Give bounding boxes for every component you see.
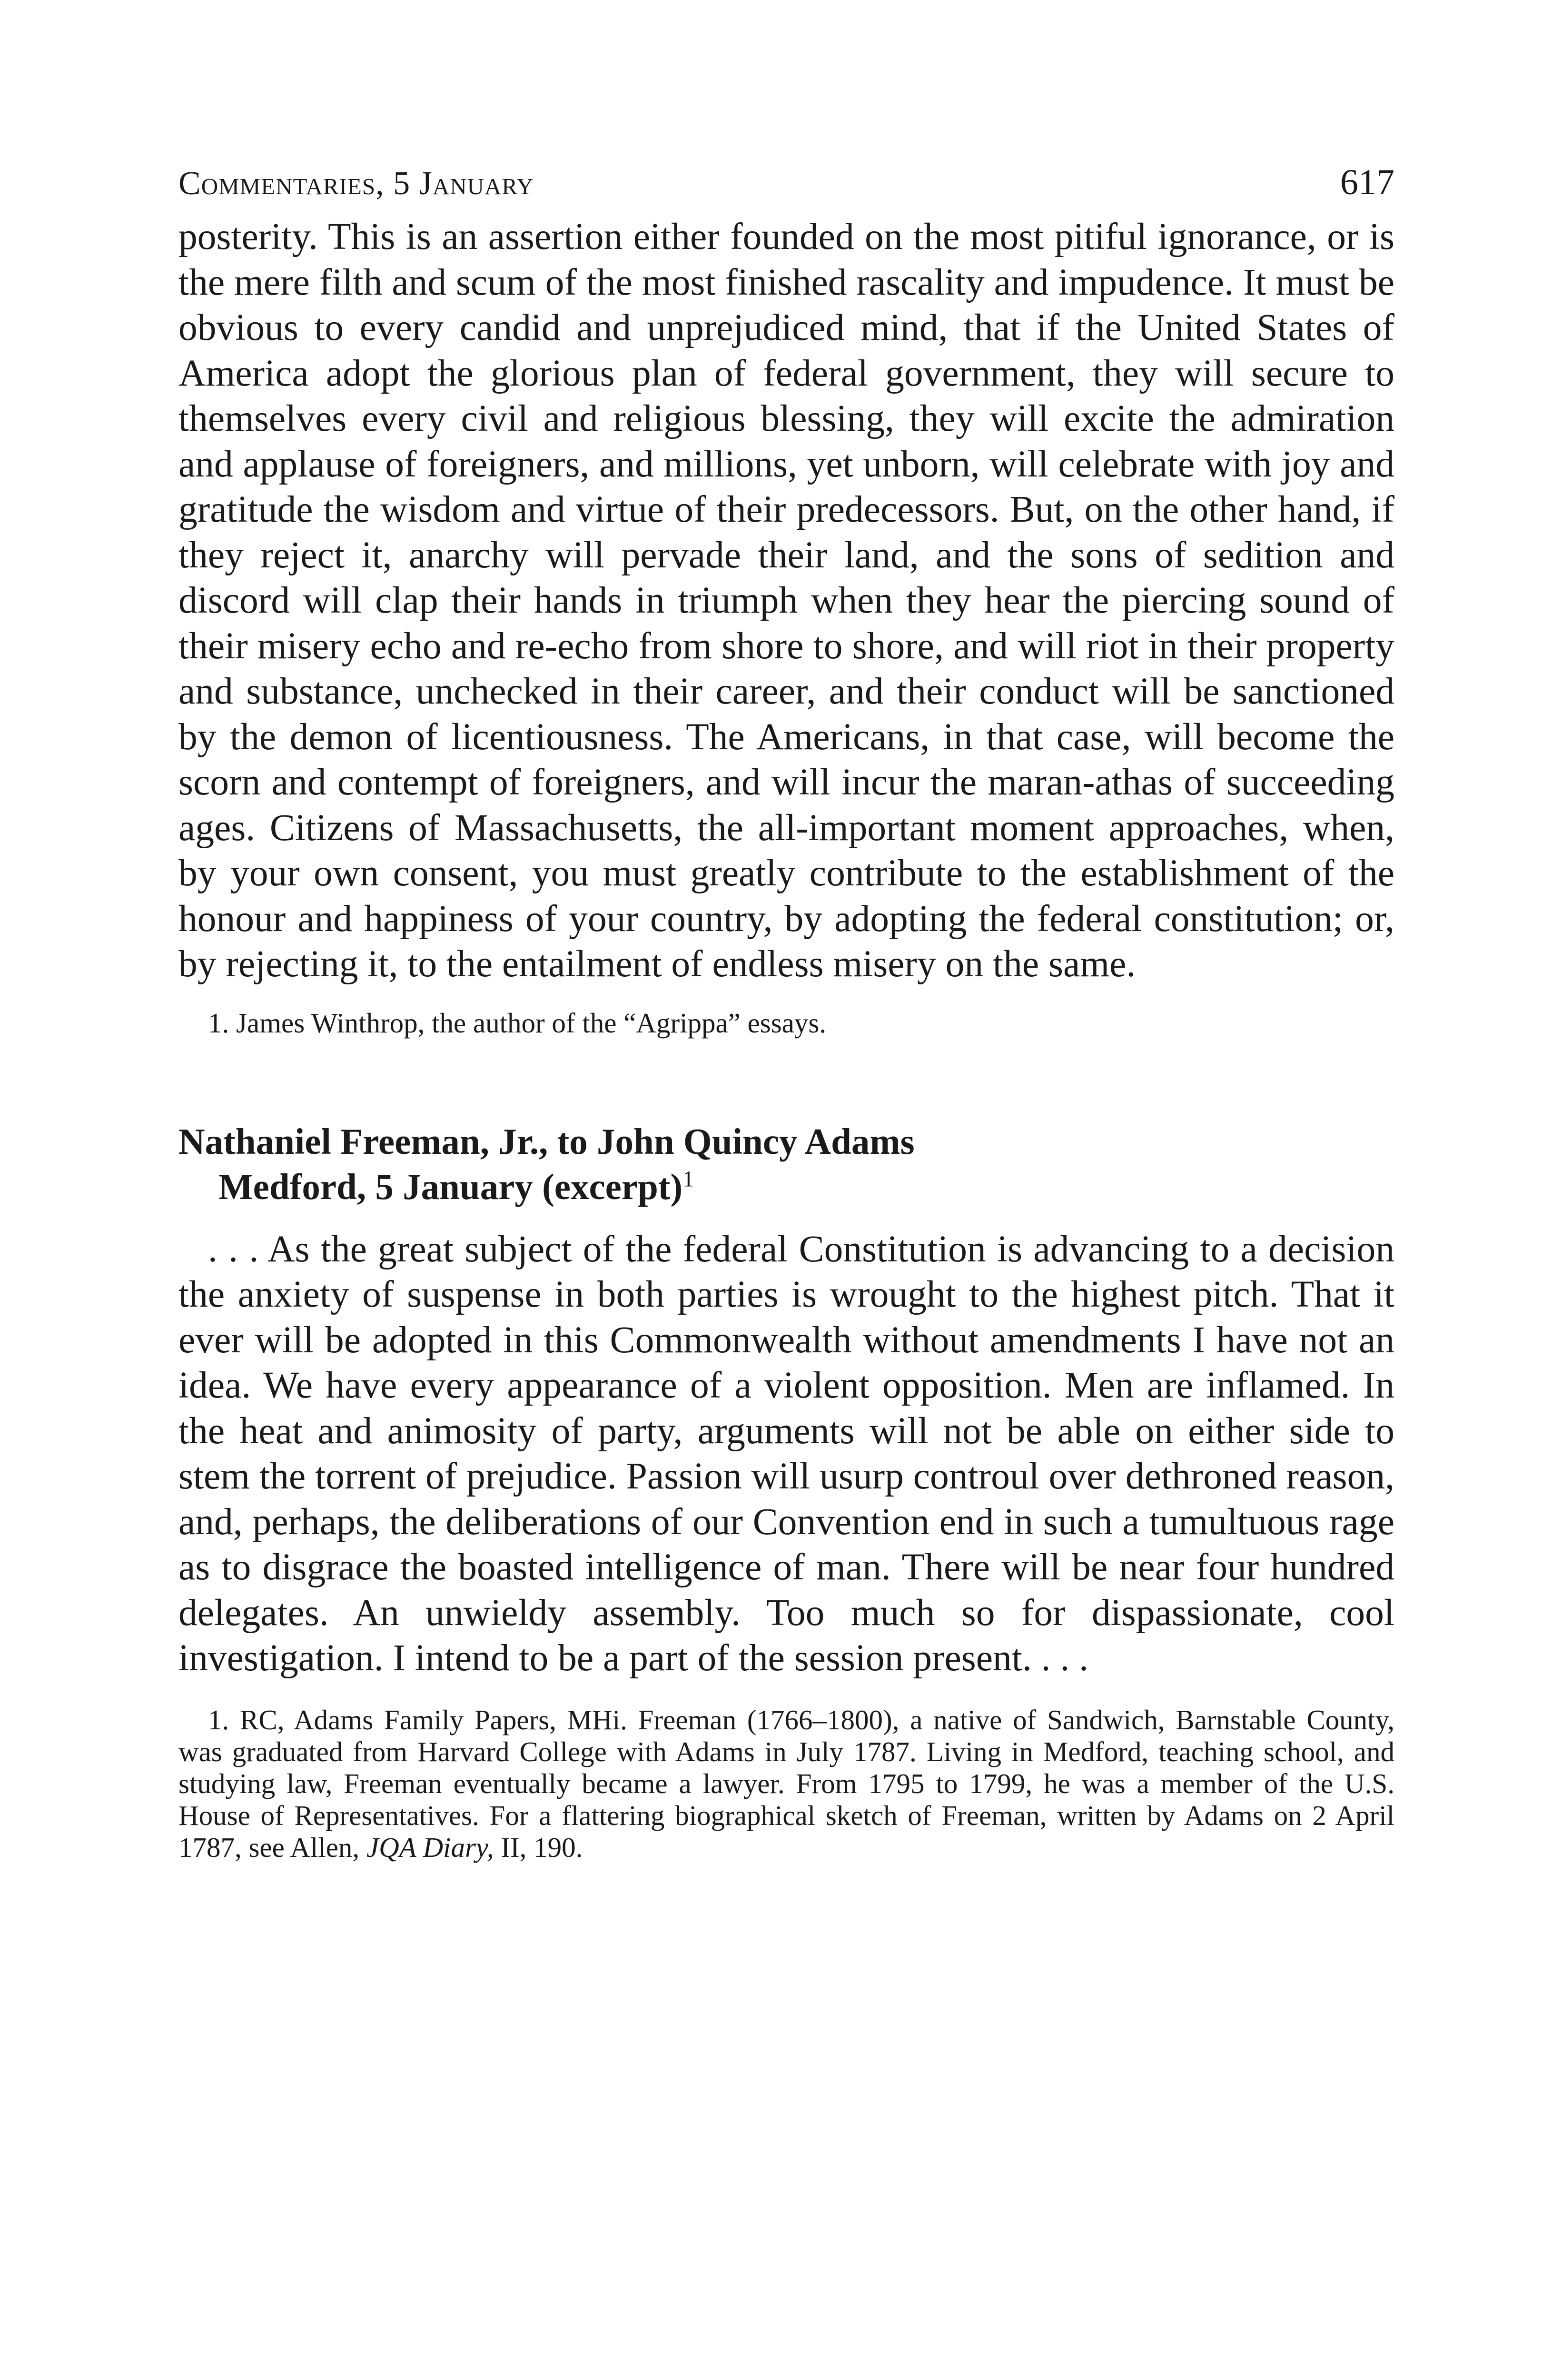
letter-footnote-main: 1. RC, Adams Family Papers, MHi. Freeman (1766–1800), a native of Sandwich, Barnstable County, was graduated from Harvard College with Adams in July 1787. Living in Medford, teaching school, and studying law, Freeman eventually became a lawyer. From 1795 to 1799, he was a member of the U.S. House of Representatives. For a flattering biographical sketch of Freeman, written by Adams on 2 April 1787, see Allen, xyxy=(178,1704,1394,1863)
letter-heading-line1: Nathaniel Freeman, Jr., to John Quincy Adams xyxy=(178,1121,915,1162)
page-content xyxy=(178,162,1394,1864)
letter-heading xyxy=(178,1119,1394,1210)
letter-heading-line2-wrap xyxy=(178,1164,1394,1210)
essay-paragraph: posterity. This is an assertion either founded on the most pitiful ignorance, or is the mere filth and scum of the most finished rascality and impudence. It must be obvious to every candid and unprejudiced mind, that if the United States of America adopt the glorious plan of federal government, they will secure to themselves every civil and religious blessing, they will excite the admiration and applause of foreigners, and millions, yet unborn, will celebrate with joy and gratitude the wisdom and virtue of their predecessors. But, on the other hand, if they reject it, anarchy will pervade their land, and the sons of sedition and discord will clap their hands in triumph when they hear the piercing sound of their misery echo and re-echo from shore to shore, and will riot in their property and substance, unchecked in their career, and their conduct will be sanctioned by the demon of licentiousness. The Americans, in that case, will become the scorn and contempt of foreigners, and will incur the maran-athas of succeeding ages. Citizens of Massachusetts, the all-important moment approaches, when, by your own consent, you must greatly contribute to the establishment of the honour and happiness of your country, by adopting the federal constitution; or, by rejecting it, to the entailment of endless misery on the same. xyxy=(178,216,1394,985)
essay-footnote: 1. James Winthrop, the author of the “Agrippa” essays. xyxy=(208,1007,827,1039)
heading-note-marker: 1 xyxy=(682,1166,694,1191)
letter-body: . . . As the great subject of the federal Constitution is advancing to a decision the anxiety of suspense in both parties is wrought to the highest pitch. That it ever will be adopted in this Commonwealth without amendments I have not an idea. We have every appearance of a violent opposition. Men are inflamed. In the heat and animosity of party, arguments will not be able on either side to stem the torrent of prejudice. Passion will usurp controul over dethroned reason, and, perhaps, the deliberations of our Convention end in such a tumultuous rage as to disgrace the boasted intelligence of man. There will be near four hundred delegates. An unwieldy assembly. Too much so for dispassionate, cool investigation. I intend to be a part of the session present. . . . xyxy=(178,1228,1394,1679)
letter-heading-line2: Medford, 5 January (excerpt) xyxy=(218,1166,683,1207)
letter-footnote xyxy=(178,1704,1394,1864)
letter-footnote-tail: II, 190. xyxy=(501,1831,583,1863)
running-title: Commentaries, 5 January xyxy=(178,165,534,202)
running-head xyxy=(178,162,1394,214)
letter-footnote-italic: JQA Diary, xyxy=(366,1831,494,1863)
page-number: 617 xyxy=(1340,162,1394,202)
